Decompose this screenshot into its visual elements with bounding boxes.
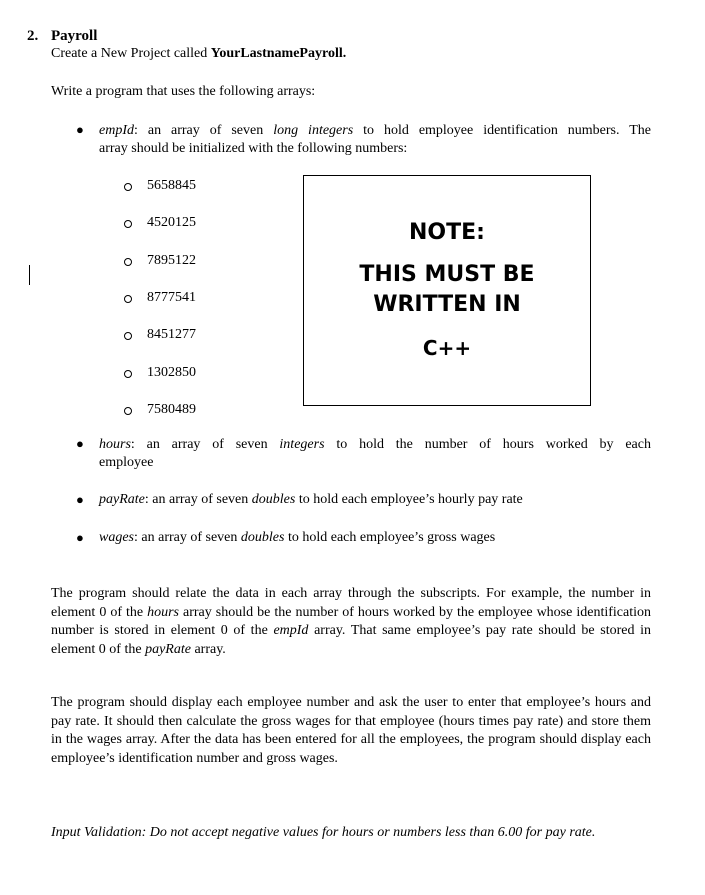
employee-id-value: 5658845	[147, 178, 196, 193]
input-validation: Input Validation: Do not accept negative values for hours or numbers less than 6.00 for pay rate.	[51, 825, 596, 840]
employee-id-value: 4520125	[147, 215, 196, 230]
note-box	[303, 175, 591, 406]
note-line-4: C++	[422, 336, 472, 360]
wages-text-a: : an array of seven	[134, 530, 241, 545]
employee-id-value: 8451277	[147, 327, 196, 342]
section-number: 2.	[27, 28, 39, 44]
payrate-line	[99, 492, 523, 508]
paragraph-display: The program should display each employee number and ask the user to enter that employee’s hours and pay rate. It should then calculate the gross wages for that employee (hours times pay rate) and store them in the wages array. After the data has been entered for all the employees, the program should display each employee’s identification number and gross wages.	[51, 695, 651, 766]
payrate-name: payRate	[99, 492, 145, 507]
hours-type: integers	[279, 437, 325, 452]
note-line-2: THIS MUST BE	[359, 262, 535, 287]
employee-id-value: 1302850	[147, 365, 196, 380]
hours-text-a: : an array of seven	[130, 437, 280, 452]
empid-name: empId	[99, 123, 134, 138]
sub-bullet-circle	[124, 220, 132, 228]
sub-bullet-circle	[124, 407, 132, 415]
p1-hours: hours	[147, 604, 180, 620]
employee-id-value: 8777541	[147, 290, 196, 305]
sub-bullet-circle	[124, 258, 132, 266]
empid-line-1	[99, 122, 651, 141]
bullet-dot: ●	[76, 436, 84, 451]
payrate-text-a: : an array of seven	[144, 492, 252, 507]
p1-text-a: The program should relate the data in each array through the subscripts. For example, the number in element 0 of the	[51, 586, 651, 620]
intro-text: Write a program that uses the following arrays:	[51, 84, 316, 99]
wages-type: doubles	[240, 530, 285, 545]
p1-text-d: array.	[190, 641, 226, 657]
bullet-dot: ●	[76, 122, 84, 137]
empid-text-a: : an array of seven	[134, 123, 274, 138]
create-project-line	[51, 46, 346, 62]
paragraph-subscripts	[51, 585, 651, 659]
sub-bullet-circle	[124, 370, 132, 378]
empid-line-2: array should be initialized with the following numbers:	[99, 141, 408, 156]
hours-text-b: to hold the number of hours worked by each	[324, 437, 651, 452]
wages-text-b: to hold each employee’s gross wages	[284, 530, 496, 545]
hours-line-1	[99, 436, 651, 455]
p1-text-b: array should be the number of hours worked by the employee whose identification number is stored in element 0 of the	[51, 604, 651, 639]
hours-line-2: employee	[99, 455, 154, 470]
sub-bullet-circle	[124, 332, 132, 340]
create-project-text: Create a New Project called	[51, 46, 211, 61]
text-cursor	[29, 265, 30, 285]
note-line-3: WRITTEN IN	[373, 292, 521, 317]
employee-id-value: 7580489	[147, 402, 196, 417]
wages-name: wages	[99, 530, 134, 545]
hours-name: hours	[99, 437, 131, 452]
bullet-dot: ●	[76, 492, 84, 507]
bullet-dot: ●	[76, 530, 84, 545]
payrate-text-b: to hold each employee’s hourly pay rate	[295, 492, 523, 507]
wages-line	[99, 530, 495, 546]
section-title: Payroll	[51, 28, 98, 44]
project-name: YourLastnamePayroll.	[210, 46, 347, 61]
sub-bullet-circle	[124, 295, 132, 303]
payrate-type: doubles	[251, 492, 296, 507]
note-title: NOTE:	[409, 220, 485, 245]
empid-text-b: to hold employee identification numbers. The	[353, 123, 651, 138]
empid-type: long integers	[273, 123, 354, 138]
p1-empid: empId	[273, 623, 309, 639]
p1-payrate: payRate	[145, 641, 191, 657]
sub-bullet-circle	[124, 183, 132, 191]
p1-text-c: array. That same employee’s pay rate should be stored in element 0 of the	[51, 623, 651, 657]
employee-id-value: 7895122	[147, 253, 196, 268]
